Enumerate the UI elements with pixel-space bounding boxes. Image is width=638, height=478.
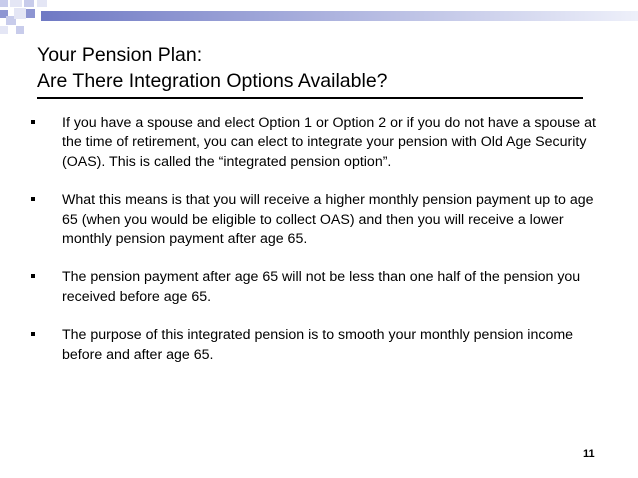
slide-title <box>37 42 597 94</box>
slide-title-line-1: Your Pension Plan: <box>37 44 203 66</box>
bullet-marker-icon <box>31 332 35 336</box>
bullet-list <box>28 114 608 365</box>
bullet-item <box>28 114 608 172</box>
corner-decoration-graphic <box>0 0 638 40</box>
bullet-item <box>28 191 608 249</box>
page-number: 11 <box>583 448 595 460</box>
bullet-text: What this means is that you will receive a higher monthly pension payment up to age 65 (when you would be eligible to collect OAS) and then you will receive a lower monthly pension payment after age 65. <box>62 192 594 248</box>
bullet-marker-icon <box>31 120 35 124</box>
bullet-marker-icon <box>31 197 35 201</box>
slide-title-line-2: Are There Integration Options Available? <box>37 70 388 92</box>
bullet-item <box>28 326 608 365</box>
title-underline <box>37 97 583 99</box>
bullet-text: The pension payment after age 65 will not be less than one half of the pension you received before age 65. <box>62 269 581 305</box>
bullet-marker-icon <box>31 274 35 278</box>
corner-decoration <box>0 0 638 40</box>
bullet-text: If you have a spouse and elect Option 1 or Option 2 or if you do not have a spouse at the time of retirement, you can elect to integrate your pension with Old Age Security (OAS). This is called the “integrated pension option”. <box>62 115 596 170</box>
bullet-item <box>28 268 608 307</box>
bullet-text: The purpose of this integrated pension is to smooth your monthly pension income before and after age 65. <box>62 327 574 363</box>
